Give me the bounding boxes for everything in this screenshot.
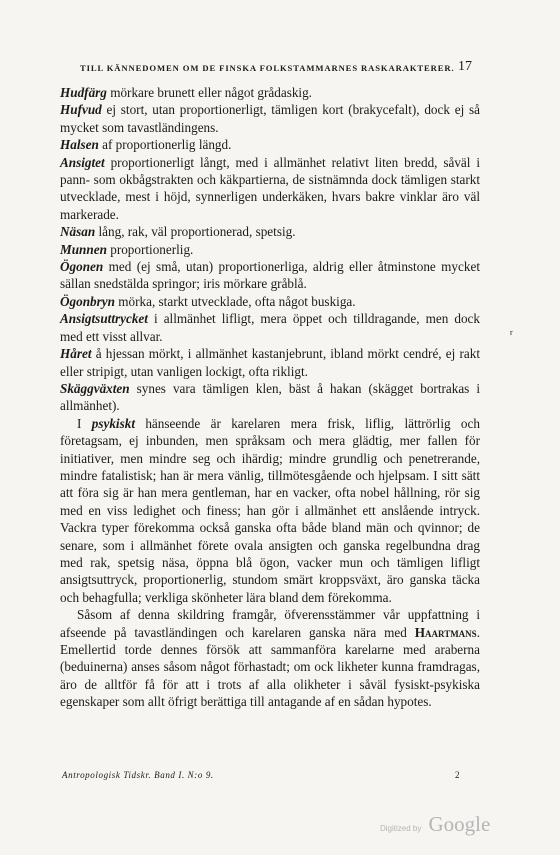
author-name: Haartmans (414, 624, 477, 640)
text-run: å hjessan mörkt, i allmänhet kastanjebrunt, ibland mörkt cendré, ej rakt eller stripigt, utan vanligen lockigt, ofta rikligt. (60, 346, 480, 379)
margin-mark: r (510, 328, 513, 337)
text-run: synes vara tämligen klen, bäst å hakan (skägget bortrakas i allmänhet). (60, 380, 480, 414)
emphasized-term: Hufvud (60, 102, 102, 118)
text-run: i allmänhet lifligt, mera öppet och tilldragande, men dock med ett visst allvar. (60, 311, 480, 344)
text-run: ej stort, utan proportionerligt, tämligen kort (brakycefalt), dock ej så mycket som tavastländingens. (60, 102, 480, 135)
text-run: . Emellertid torde dennes försök att sammanföra karelarne med araberna (beduinerna) anses såsom något förhastadt; om ock likheter kunna framdragas, äro de alltför få för att i trots af alla olikheter i såväl fysiskt-psykiska egenskaper som allt öfrigt berättiga till antagande af en sådan hypotes. (60, 624, 480, 710)
google-logo: Google (428, 812, 491, 836)
body-text (60, 84, 480, 711)
paragraph (60, 415, 480, 606)
text-run: hänseende är karelaren mera frisk, liflig, lättrörlig och företagsam, ej inbunden, men språksam och mera glädtig, mer fallen för initiativer, men mindre seg och ihärdig; mindre grundlig och penetrerande, mindre fatalistisk; han är mera vänlig, tillmötesgående och hjelpsam. I sitt sätt att föra sig är han mera gentleman, har en vacker, ofta nobel hållning, rör sig med en viss ledighet och finess; han gör i allmänhet ett anslående intryck. Vackra typer förekomma också ganska ofta både bland män och qvinnor; de senare, som i allmänhet förete ovala ansigten och ganska regelbundna drag med rak, spetsig näsa, öppna blå ögon, vacker mun och tämligen lifligt ansigtsuttryck, proportionerlig, stundom smärt kroppsväxt, äro ganska täcka och behagfulla; verkliga skönheter lära bland dem förekomma. (60, 415, 480, 605)
emphasized-term: psykiskt (91, 415, 135, 431)
emphasized-term: Ansigtet (60, 154, 105, 170)
text-run: proportionerligt långt, med i allmänhet relativt liten bredd, såväl i pann- som okbågstrakten och käkpartierna, de sistnämnda dock tämligen starkt utvecklade, mest i höjd, synnerligen underkäken, hvars bakre vinklar äro väl markerade. (60, 154, 480, 222)
running-header: TILL KÄNNEDOMEN OM DE FINSKA FOLKSTAMMARNES RASKARAKTERER. (80, 63, 455, 73)
paragraph (60, 258, 480, 293)
footer-journal-line: Antropologisk Tidskr. Band I. N:o 9. (62, 770, 214, 780)
text-run: lång, rak, väl proportionerad, spetsig. (95, 224, 296, 240)
emphasized-term: Håret (60, 346, 92, 362)
emphasized-term: Munnen (60, 241, 107, 257)
paragraph (60, 101, 480, 136)
paragraph (60, 310, 480, 345)
text-run: mörka, starkt utvecklade, ofta något buskiga. (114, 293, 356, 309)
paragraph (60, 154, 480, 224)
paragraph (60, 345, 480, 380)
emphasized-term: Ansigtsuttrycket (60, 311, 148, 327)
emphasized-term: Skäggväxten (60, 380, 130, 396)
text-run: mörkare brunett eller något grådaskig. (106, 85, 312, 100)
paragraph (60, 223, 480, 240)
emphasized-term: Hudfärg (60, 85, 107, 100)
page-number: 17 (458, 59, 472, 74)
paragraph (60, 606, 480, 710)
text-run: I (77, 415, 92, 431)
google-digitized-watermark (380, 812, 490, 837)
paragraph (60, 380, 480, 415)
emphasized-term: Halsen (60, 137, 99, 153)
footer-signature-mark: 2 (455, 770, 460, 780)
text-run: af proportionerlig längd. (98, 137, 232, 153)
paragraph (60, 136, 480, 153)
emphasized-term: Näsan (60, 224, 96, 240)
emphasized-term: Ögonen (60, 259, 104, 275)
paragraph (60, 84, 480, 101)
text-run: proportionerlig. (106, 241, 194, 257)
paragraph (60, 241, 480, 258)
text-run: med (ej små, utan) proportionerliga, aldrig eller åtminstone mycket sällan snedstälda springor; iris mörkare gråblå. (60, 259, 480, 292)
paragraph (60, 293, 480, 310)
emphasized-term: Ögonbryn (60, 293, 115, 309)
digitized-by-text: Digitized by (380, 824, 422, 833)
text-run: Såsom af denna skildring framgår, öfverensstämmer vår uppfattning i afseende på tavastländingen och karelaren ganska nära med (60, 607, 480, 640)
